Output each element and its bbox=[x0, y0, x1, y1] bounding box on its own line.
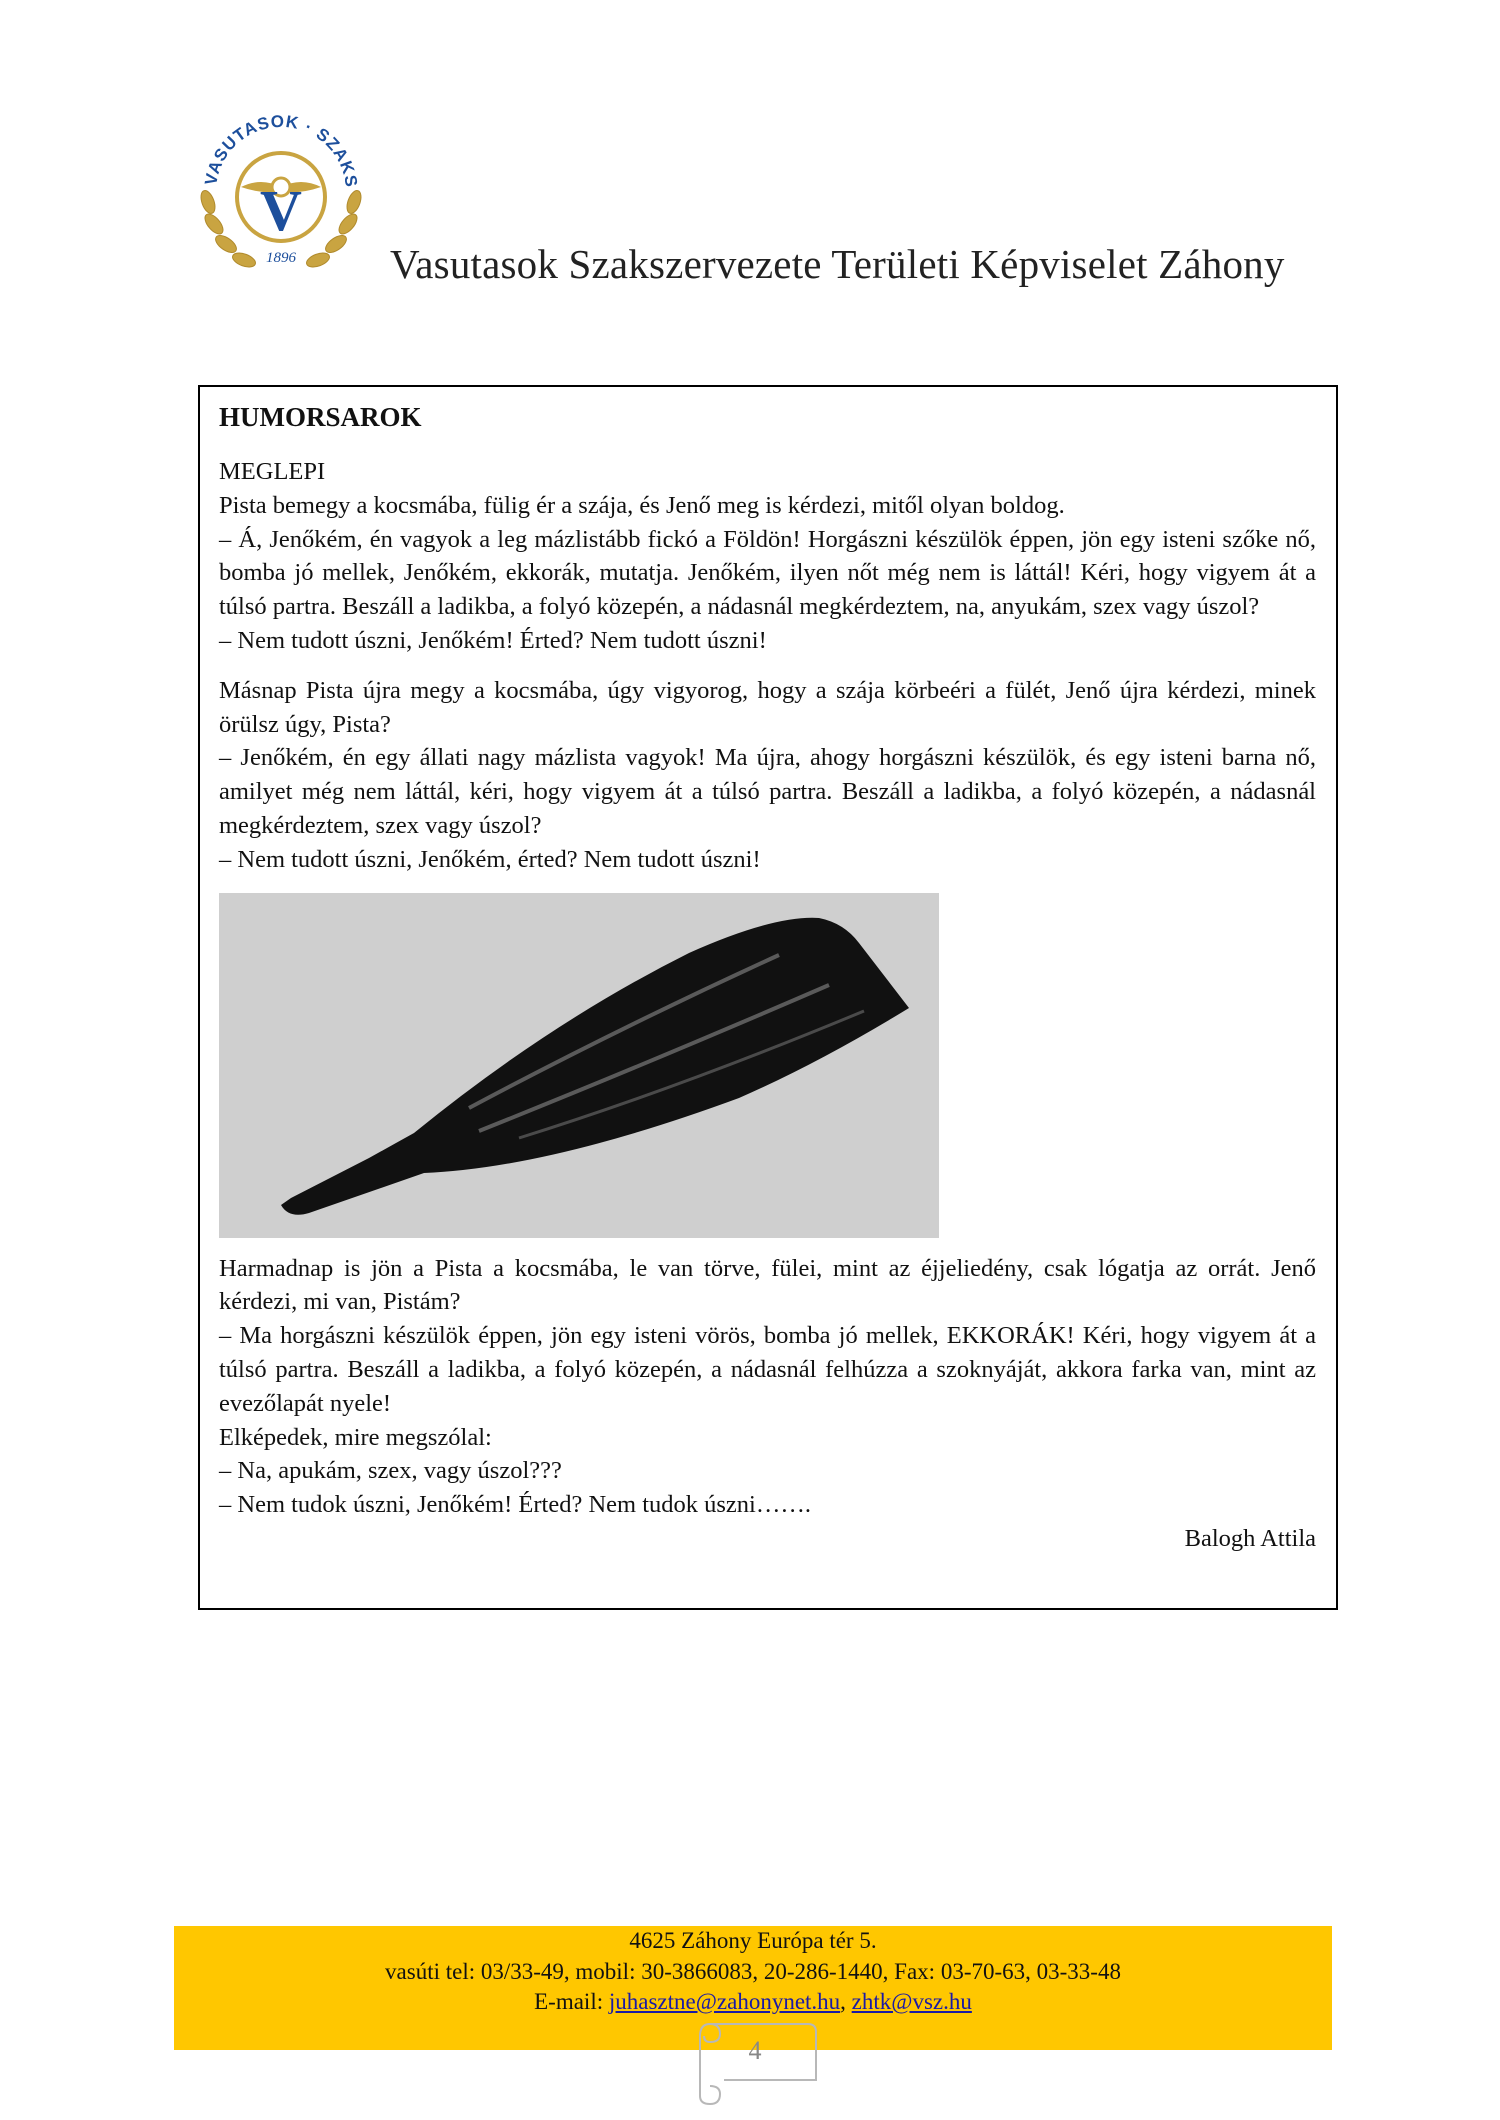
story-block-2 bbox=[219, 674, 1316, 877]
humor-article bbox=[198, 385, 1338, 1610]
story-title: MEGLEPI bbox=[219, 458, 326, 485]
union-logo bbox=[186, 92, 376, 282]
oar-blade-image bbox=[219, 893, 939, 1238]
header-title: Vasutasok Szakszervezete Területi Képviselet Záhony bbox=[390, 241, 1285, 287]
paragraph: Elképedek, mire megszólal: bbox=[219, 1423, 492, 1451]
signature: Balogh Attila bbox=[1184, 1524, 1316, 1552]
paragraph: – Ma horgászni készülök éppen, jön egy isteni vörös, bomba jó mellek, EKKORÁK! Kéri, hogy vigyem át a túlsó partra. Beszáll a ladikba, a folyó közepén, a nádasnál felhúzza a szoknyáját, akkora farka van, mint az evezőlapát nyele! bbox=[219, 1322, 1316, 1417]
email-separator: , bbox=[840, 1989, 852, 2014]
email-link-1[interactable]: juhasztne@zahonynet.hu bbox=[608, 1989, 841, 2014]
footer-email-line bbox=[174, 1987, 1332, 2018]
email-link-2[interactable]: zhtk@vsz.hu bbox=[851, 1989, 972, 2014]
logo-arc-text: VASUTASOK · SZAKS bbox=[201, 111, 362, 189]
footer-email-label: E-mail: bbox=[534, 1989, 609, 2014]
paragraph: – Na, apukám, szex, vagy úszol??? bbox=[219, 1457, 562, 1485]
logo-letter: V bbox=[260, 178, 302, 243]
paragraph: – Á, Jenőkém, én vagyok a leg mázlistább fickó a Földön! Horgászni készülök éppen, jön egy isteni szőke nő, bomba jó mellek, Jenőkém, ekkorák, mutatja. Jenőkém, ilyen nőt még nem is láttál! Kéri, hogy vigyem át a túlsó partra. Beszáll a ladikba, a folyó közepén, a nádasnál megkérdeztem, na, anyukám, szex vagy úszol? bbox=[219, 525, 1316, 621]
footer-phones: vasúti tel: 03/33-49, mobil: 30-3866083, 20-286-1440, Fax: 03-70-63, 03-33-48 bbox=[385, 1958, 1121, 1984]
page-number-scroll bbox=[688, 2016, 822, 2108]
paragraph: – Nem tudok úszni, Jenőkém! Érted? Nem tudok úszni……. bbox=[219, 1491, 811, 1519]
footer-address: 4625 Záhony Európa tér 5. bbox=[629, 1928, 877, 1953]
paragraph: – Nem tudott úszni, Jenőkém, érted? Nem tudott úszni! bbox=[219, 845, 761, 873]
story-block-1 bbox=[219, 489, 1316, 658]
paragraph: Harmadnap is jön a Pista a kocsmába, le van törve, fülei, mint az éjjeliedény, csak lógatja az orrát. Jenő kérdezi, mi van, Pistám? bbox=[219, 1254, 1316, 1316]
paragraph: – Jenőkém, én egy állati nagy mázlista vagyok! Ma újra, ahogy horgászni készülök, és egy isteni barna nő, amilyet még nem láttál, kéri, hogy vigyem át a túlsó partra. Beszáll a ladikba, a folyó közepén, a nádasnál megkérdeztem, szex vagy úszol? bbox=[219, 744, 1316, 839]
paragraph: Másnap Pista újra megy a kocsmába, úgy vigyorog, hogy a szája körbeéri a fülét, Jenő újra kérdezi, minek örülsz úgy, Pista? bbox=[219, 676, 1316, 738]
section-title: HUMORSAROK bbox=[219, 402, 422, 432]
story-block-3 bbox=[219, 1252, 1316, 1556]
paragraph: – Nem tudott úszni, Jenőkém! Érted? Nem tudott úszni! bbox=[219, 626, 767, 654]
paragraph: Pista bemegy a kocsmába, fülig ér a szája, és Jenő meg is kérdezi, mitől olyan boldog. bbox=[219, 491, 1065, 519]
logo-year: 1896 bbox=[266, 250, 296, 266]
page-number: 4 bbox=[748, 2036, 762, 2065]
